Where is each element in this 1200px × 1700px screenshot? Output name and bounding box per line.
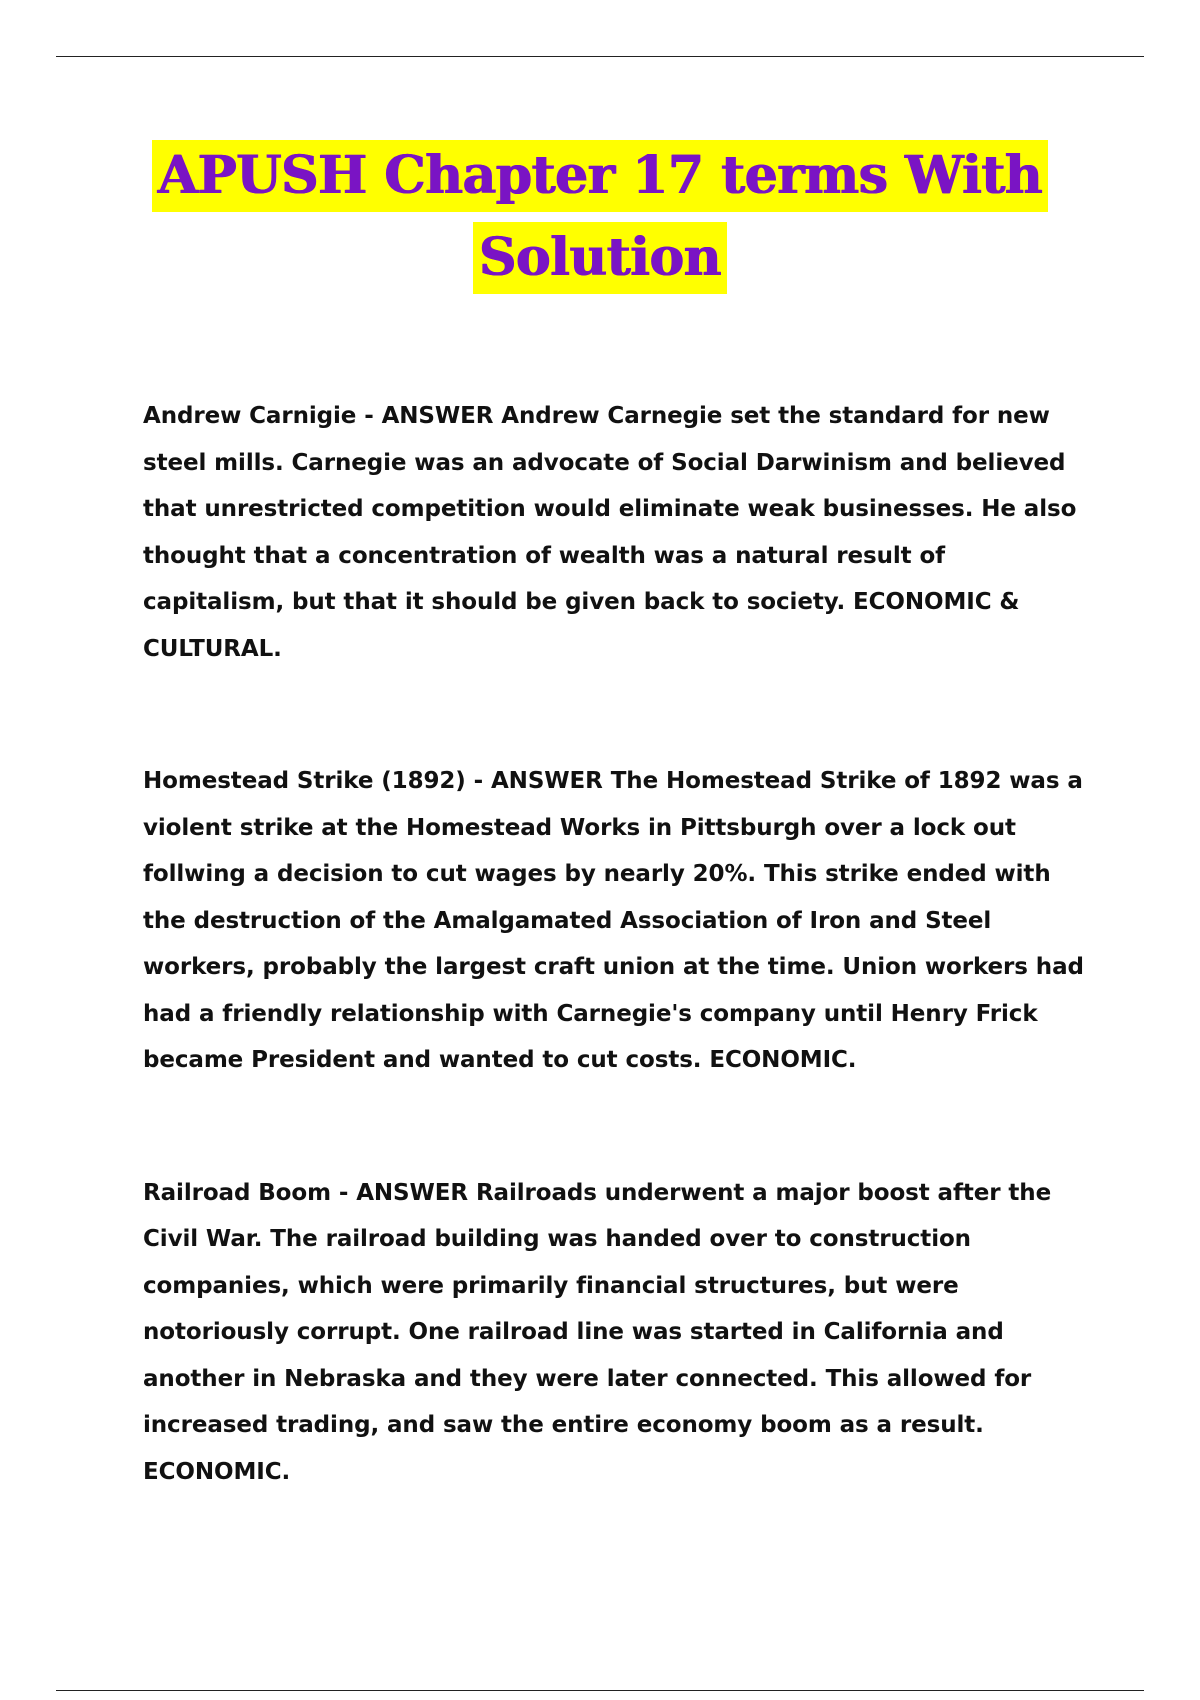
- title-line-1: APUSH Chapter 17 terms With: [152, 140, 1048, 212]
- title-line-2: Solution: [473, 222, 727, 294]
- answer-marker: ANSWER: [381, 403, 494, 429]
- term-entry-andrew-carnigie: [143, 393, 1093, 672]
- term-answer: The Homestead Strike of 1892 was a violent strike at the Homestead Works in Pittsburgh over a lock out follwing a decision to cut wages by nearly 20%. This strike ended with the destruction of the Amalgamated Association of Iron and Steel workers, probably the largest craft union at the time. Union workers had had a friendly relationship with Carnegie's company until Henry Frick became President and wanted to cut costs. ECONOMIC.: [143, 768, 1084, 1073]
- term-entry-homestead-strike: [143, 758, 1093, 1084]
- term-name: Railroad Boom -: [143, 1180, 356, 1206]
- term-name: Andrew Carnigie -: [143, 403, 382, 429]
- term-answer: Andrew Carnegie set the standard for new steel mills. Carnegie was an advocate of Social Darwinism and believed that unrestricted competition would eliminate weak businesses. He also thought that a concentration of wealth was a natural result of capitalism, but that it should be given back to society. ECONOMIC & CULTURAL.: [143, 403, 1077, 662]
- answer-marker: ANSWER: [356, 1179, 469, 1206]
- term-name: Homestead Strike (1892) -: [143, 768, 491, 794]
- page-title: [0, 140, 1200, 294]
- top-rule: [56, 56, 1144, 57]
- term-entry-railroad-boom: [143, 1170, 1093, 1496]
- terms-list: [143, 393, 1093, 1581]
- bottom-rule: [56, 1690, 1144, 1691]
- answer-marker: ANSWER: [490, 768, 603, 794]
- term-answer: Railroads underwent a major boost after the Civil War. The railroad building was handed over to construction companies, which were primarily financial structures, but were notoriously corrupt. One railroad line was started in California and another in Nebraska and they were later connected. This allowed for increased trading, and saw the entire economy boom as a result. ECONOMIC.: [143, 1179, 1052, 1485]
